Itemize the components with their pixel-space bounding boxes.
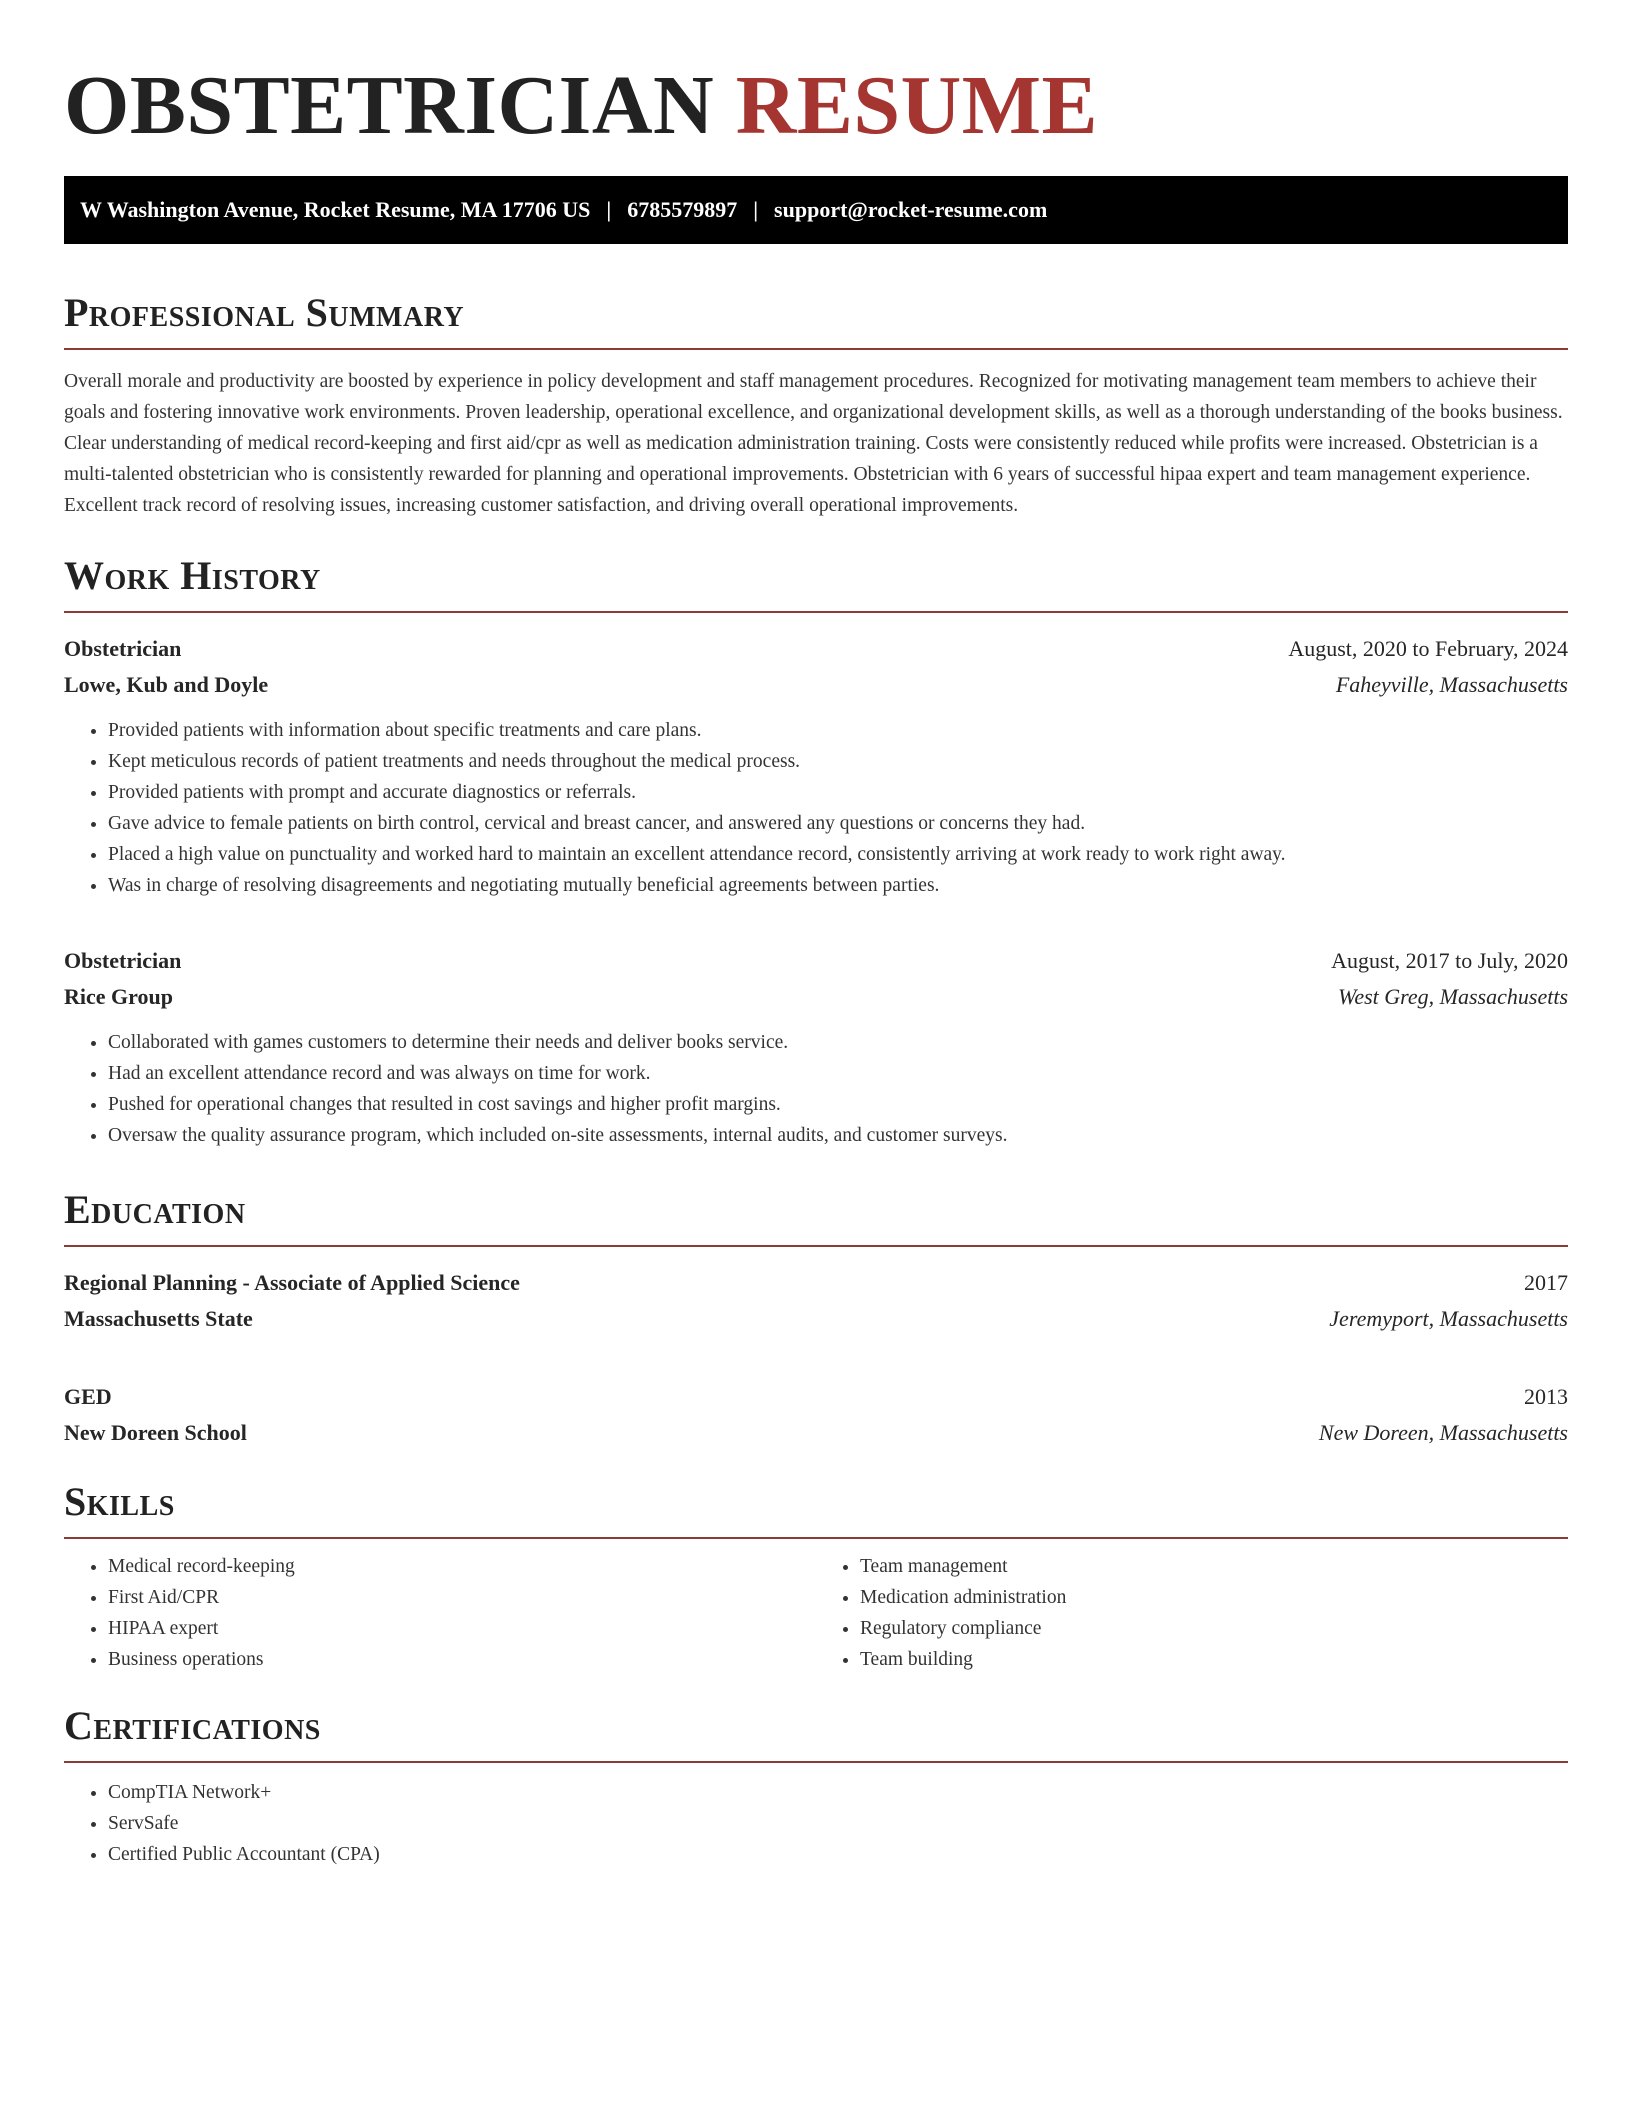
job-entry [64, 943, 1568, 1151]
job-bullet: • Placed a high value on punctuality and worked hard to maintain an excellent attendance record, consistently arriving at work ready to work right away. [108, 839, 1568, 870]
job-header-row [64, 943, 1568, 979]
section-certifications [64, 1701, 1568, 1870]
skill-item: • First Aid/CPR [108, 1582, 816, 1613]
education-degree: Regional Planning - Associate of Applied Science [64, 1270, 520, 1295]
education-entry [64, 1265, 1568, 1337]
contact-phone: 6785579897 [627, 197, 738, 222]
job-company-row [64, 979, 1568, 1015]
job-role: Obstetrician [64, 636, 182, 661]
section-work-history [64, 551, 1568, 1151]
contact-separator: | [753, 197, 759, 222]
skill-item: • Regulatory compliance [860, 1613, 1568, 1644]
education-location: New Doreen, Massachusetts [1318, 1420, 1568, 1445]
job-dates: August, 2020 to February, 2024 [1288, 636, 1568, 661]
certification-item: • Certified Public Accountant (CPA) [108, 1839, 1568, 1870]
certifications-list [64, 1777, 1568, 1870]
job-bullet: • Oversaw the quality assurance program, which included on-site assessments, internal audits, and customer surveys. [108, 1120, 1568, 1151]
job-bullets [64, 715, 1568, 901]
certification-item: • ServSafe [108, 1808, 1568, 1839]
contact-bar [64, 176, 1568, 244]
resume-page [64, 0, 1568, 1870]
section-title: Work History [64, 551, 1568, 613]
skills-column-left [64, 1551, 816, 1675]
job-bullet: • Was in charge of resolving disagreements and negotiating mutually beneficial agreements between parties. [108, 870, 1568, 901]
skill-item: • Team building [860, 1644, 1568, 1675]
job-bullet: • Had an excellent attendance record and was always on time for work. [108, 1058, 1568, 1089]
skill-item: • HIPAA expert [108, 1613, 816, 1644]
job-company-row [64, 667, 1568, 703]
resume-title-accent: RESUME [735, 59, 1099, 152]
education-year: 2013 [1524, 1384, 1568, 1409]
resume-title [64, 0, 1568, 156]
certification-item: • CompTIA Network+ [108, 1777, 1568, 1808]
skills-column-right [816, 1551, 1568, 1675]
education-entry [64, 1379, 1568, 1451]
skill-item: • Business operations [108, 1644, 816, 1675]
job-bullet: • Provided patients with prompt and accurate diagnostics or referrals. [108, 777, 1568, 808]
education-degree-row [64, 1265, 1568, 1301]
skill-item: • Medical record-keeping [108, 1551, 816, 1582]
job-dates: August, 2017 to July, 2020 [1331, 948, 1568, 973]
education-degree: GED [64, 1384, 112, 1409]
section-title: Professional Summary [64, 288, 1568, 350]
section-skills [64, 1477, 1568, 1675]
job-bullet: • Pushed for operational changes that resulted in cost savings and higher profit margins. [108, 1089, 1568, 1120]
section-title: Skills [64, 1477, 1568, 1539]
section-title: Certifications [64, 1701, 1568, 1763]
job-location: West Greg, Massachusetts [1338, 984, 1568, 1009]
job-location: Faheyville, Massachusetts [1335, 672, 1568, 697]
skills-grid [64, 1551, 1568, 1675]
education-school-row [64, 1415, 1568, 1451]
resume-title-main: OBSTETRICIAN [64, 59, 715, 152]
education-location: Jeremyport, Massachusetts [1329, 1306, 1568, 1331]
job-bullet: • Kept meticulous records of patient treatments and needs throughout the medical process. [108, 746, 1568, 777]
job-bullet: • Gave advice to female patients on birth control, cervical and breast cancer, and answered any questions or concerns they had. [108, 808, 1568, 839]
section-title: Education [64, 1185, 1568, 1247]
job-bullet: • Provided patients with information about specific treatments and care plans. [108, 715, 1568, 746]
job-header-row [64, 631, 1568, 667]
education-school: Massachusetts State [64, 1306, 253, 1331]
job-company: Rice Group [64, 984, 173, 1009]
skill-item: • Team management [860, 1551, 1568, 1582]
contact-address: W Washington Avenue, Rocket Resume, MA 17706 US [80, 197, 591, 222]
education-school-row [64, 1301, 1568, 1337]
summary-text: Overall morale and productivity are boosted by experience in policy development and staff management procedures. Recognized for motivating management team members to achieve their goals and fostering innovative work environments. Proven leadership, operational excellence, and organizational development skills, as well as a thorough understanding of the books business. Clear understanding of medical record-keeping and first aid/cpr as well as medication administration training. Costs were consistently reduced while profits were increased. Obstetrician is a multi-talented obstetrician who is consistently rewarded for planning and operational improvements. Obstetrician with 6 years of successful hipaa expert and team management experience. Excellent track record of resolving issues, increasing customer satisfaction, and driving overall operational improvements. [64, 371, 1563, 516]
education-school: New Doreen School [64, 1420, 247, 1445]
job-entry [64, 631, 1568, 901]
education-year: 2017 [1524, 1270, 1568, 1295]
section-education [64, 1185, 1568, 1451]
section-professional-summary [64, 288, 1568, 521]
job-bullet: • Collaborated with games customers to determine their needs and deliver books service. [108, 1027, 1568, 1058]
contact-separator: | [606, 197, 612, 222]
contact-email: support@rocket-resume.com [774, 197, 1048, 222]
job-bullets [64, 1027, 1568, 1151]
job-company: Lowe, Kub and Doyle [64, 672, 269, 697]
education-degree-row [64, 1379, 1568, 1415]
skill-item: • Medication administration [860, 1582, 1568, 1613]
job-role: Obstetrician [64, 948, 182, 973]
